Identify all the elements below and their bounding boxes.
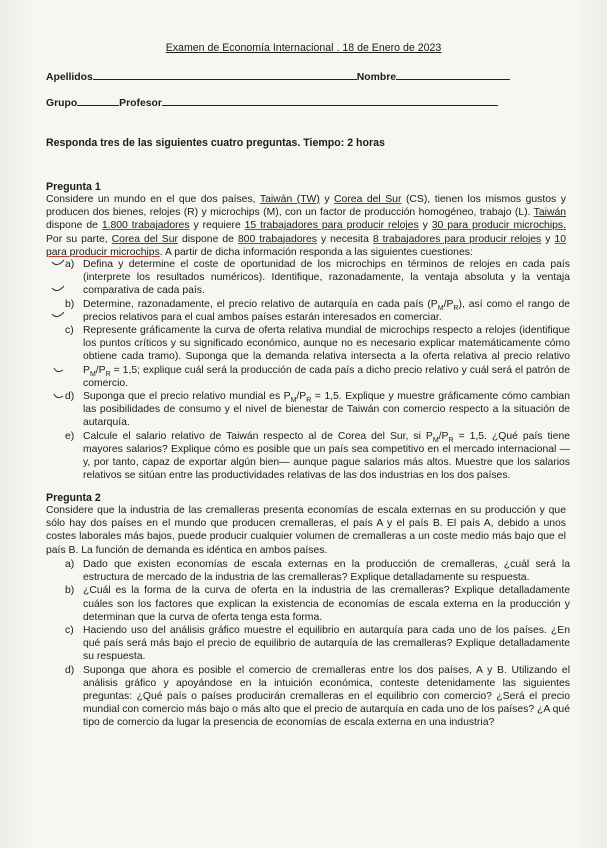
q1-item-d	[46, 390, 570, 430]
question-2-heading: Pregunta 2	[46, 492, 101, 504]
exam-title: Examen de Economía Internacional . 18 de Enero de 2023	[165, 42, 442, 54]
item-label: e)	[65, 430, 75, 442]
q1-corea-mark: Corea del Sur	[111, 233, 178, 245]
subscript: M	[432, 436, 439, 444]
item-text: /P	[95, 364, 106, 376]
grupo-profesor-row	[46, 96, 498, 110]
question-2-items	[46, 558, 570, 730]
q1-corea-mark: Corea del Sur	[334, 194, 402, 205]
profesor-line[interactable]	[162, 96, 498, 106]
item-text: Calcule el salario relativo de Taiwán respecto al de Corea del Sur, si P	[83, 430, 433, 442]
item-text: Represente gráficamente la curva de oferta relativa mundial de microchips respecto a relojes (identifique los puntos críticos y su significado económico, aunque no es necesario explicar matemáticamente cómo obtiene cada tramo). Suponga que la demanda relativa intersecta a la oferta relativa al precio relativo P	[83, 325, 570, 376]
q1-taiwan-mark: Taiwán	[533, 207, 566, 219]
q1-taiwan-mark: Taiwán (TW)	[259, 194, 320, 205]
q1-intro-text: y requiere	[189, 220, 245, 232]
item-text: /P	[443, 298, 454, 310]
item-text: /P	[296, 391, 307, 403]
subscript: R	[448, 436, 454, 444]
item-text: ¿Cuál es la forma de la curva de oferta en la industria de las cremalleras? Explique detalladamente cuáles son los factores que explican la existencia de economías de escala externa en la producción y determinan que la curva de oferta tenga esta forma.	[83, 585, 570, 623]
item-text: /P	[438, 430, 449, 442]
item-text: Dado que existen economías de escala externas en la producción de cremalleras, ¿cuál será la estructura de mercado de la industria de las cremalleras? Explique detalladamente su respuesta.	[83, 559, 570, 584]
profesor-label: Profesor	[119, 98, 162, 109]
subscript: R	[306, 397, 312, 405]
nombre-line[interactable]	[396, 70, 510, 80]
q1-intro-text: y	[319, 194, 335, 205]
q2-item-b	[46, 584, 570, 624]
grupo-line[interactable]	[77, 96, 119, 106]
q1-intro-text: (CS), tienen los mismos gustos y producen dos bienes, relojes (R) y microchips (M), con un factor de producción homogéneo, trabajo (L).	[46, 194, 566, 219]
q1-tw-workers: 1.800 trabajadores	[101, 220, 190, 232]
subscript: M	[89, 370, 96, 378]
item-text: Suponga que el precio relativo mundial es P	[83, 391, 291, 403]
subscript: M	[437, 304, 444, 312]
q1-item-c	[46, 324, 570, 390]
q1-intro-text: y	[418, 220, 432, 232]
item-text: Suponga que ahora es posible el comercio de cremalleras entre los dos países, A y B. Utilizando el análisis gráfico y apoyándose en la intuición económica, conteste detenidamente las siguientes preguntas: ¿Qué país o países producirán cremalleras en el equilibrio con comercio? ¿Será el precio mundial con comercio más bajo o más alto que el precio de autarquía en cada uno de los países? ¿A qué tipo de comercio da lugar la presencia de economías de escala externa en una industria?	[83, 664, 570, 729]
item-label: c)	[65, 325, 74, 337]
item-text: = 1,5; explique cuál será la producción de cada país a dicho precio relativo y cuál será el patrón de comercio.	[83, 364, 570, 389]
item-label: c)	[65, 625, 74, 637]
item-label: a)	[65, 259, 75, 270]
item-text: Defina y determine el coste de oportunidad de los microchips en términos de relojes en cada país (interprete los resultados numéricos). Identifique, razonadamente, la ventaja absoluta y la ventaja comparativa de cada país.	[83, 259, 570, 297]
q1-tw-relojes: 15 trabajadores para producir relojes	[244, 220, 419, 232]
q1-item-a	[46, 258, 570, 298]
q1-intro-text: Por su parte,	[46, 233, 112, 245]
item-label: a)	[65, 559, 75, 570]
item-text: Haciendo uso del análisis gráfico muestre el equilibrio en autarquía para cada uno de los países. ¿En qué país será más bajo el precio de equilibrio de autarquía de las cremalleras? Explique detalladamente su respuesta.	[83, 625, 570, 663]
item-text: Determine, razonadamente, el precio relativo de autarquía en cada país (P	[83, 298, 438, 310]
instructions: Responda tres de las siguientes cuatro preguntas. Tiempo: 2 horas	[46, 137, 385, 149]
q1-tw-chips: 30 para producir microchips.	[431, 220, 566, 232]
subscript: M	[290, 397, 297, 405]
apellidos-nombre-row	[46, 70, 510, 84]
question-1-intro	[46, 193, 566, 259]
question-1-heading: Pregunta 1	[46, 181, 101, 193]
item-label: b)	[65, 585, 75, 597]
item-label: d)	[65, 664, 75, 676]
q1-cs-workers: 800 trabajadores	[237, 233, 317, 245]
item-text: = 1,5. ¿Qué país tiene mayores salarios? Explique cómo es posible que un país sea competitivo en el mercado internacional —y, por tanto, capaz de exportar algún bien— aunque pague salarios más altos. Muestre que los salarios relativos se sitúan entre las productividades relativas de las dos industrias en los dos países.	[83, 430, 570, 482]
q1-item-e	[46, 430, 570, 483]
grupo-label: Grupo	[46, 98, 78, 109]
subscript: R	[453, 304, 459, 312]
q1-cs-relojes: 8 trabajadores para producir relojes	[372, 233, 542, 245]
question-2-intro: Considere que la industria de las cremalleras presenta economías de escala externas en su producción y que sólo hay dos países en el mundo que producen cremalleras, el país A y el país B. El país A, debido a unos costes laborales más bajos, puede producir cualquier volumen de cremalleras a un coste medio más bajo que el país B. La función de demanda es idéntica en ambos países.	[46, 505, 566, 556]
item-label: b)	[65, 298, 75, 310]
q1-intro-text: y	[541, 233, 555, 245]
nombre-label: Nombre	[356, 72, 397, 83]
q1-intro-text: dispone de	[177, 233, 238, 245]
q1-intro-text: . A partir de dicha información responda a las siguientes cuestiones:	[159, 246, 473, 258]
q1-intro-text: Considere un mundo en el que dos países,	[46, 194, 260, 205]
item-text: = 1,5. Explique y muestre gráficamente cómo cambian las posibilidades de consumo y el nivel de bienestar de Taiwán con comercio respecto a la situación de autarquía.	[83, 391, 570, 429]
q1-intro-text: dispone de	[46, 220, 102, 232]
question-1-items	[46, 258, 570, 482]
subscript: R	[105, 370, 111, 378]
q1-item-b	[46, 298, 570, 324]
item-label: d)	[65, 391, 75, 403]
q2-item-c	[46, 624, 570, 664]
q2-item-a	[46, 558, 570, 584]
q2-item-d	[46, 664, 570, 730]
apellidos-label: Apellidos	[46, 72, 93, 83]
apellidos-line[interactable]	[93, 70, 357, 80]
q1-intro-text: y necesita	[316, 233, 373, 245]
item-text: ), así como el rango de precios relativos para el cual ambos países estarán interesados en comerciar.	[83, 298, 570, 323]
q1-cs-chips: 10 para producir microchips	[46, 233, 566, 258]
